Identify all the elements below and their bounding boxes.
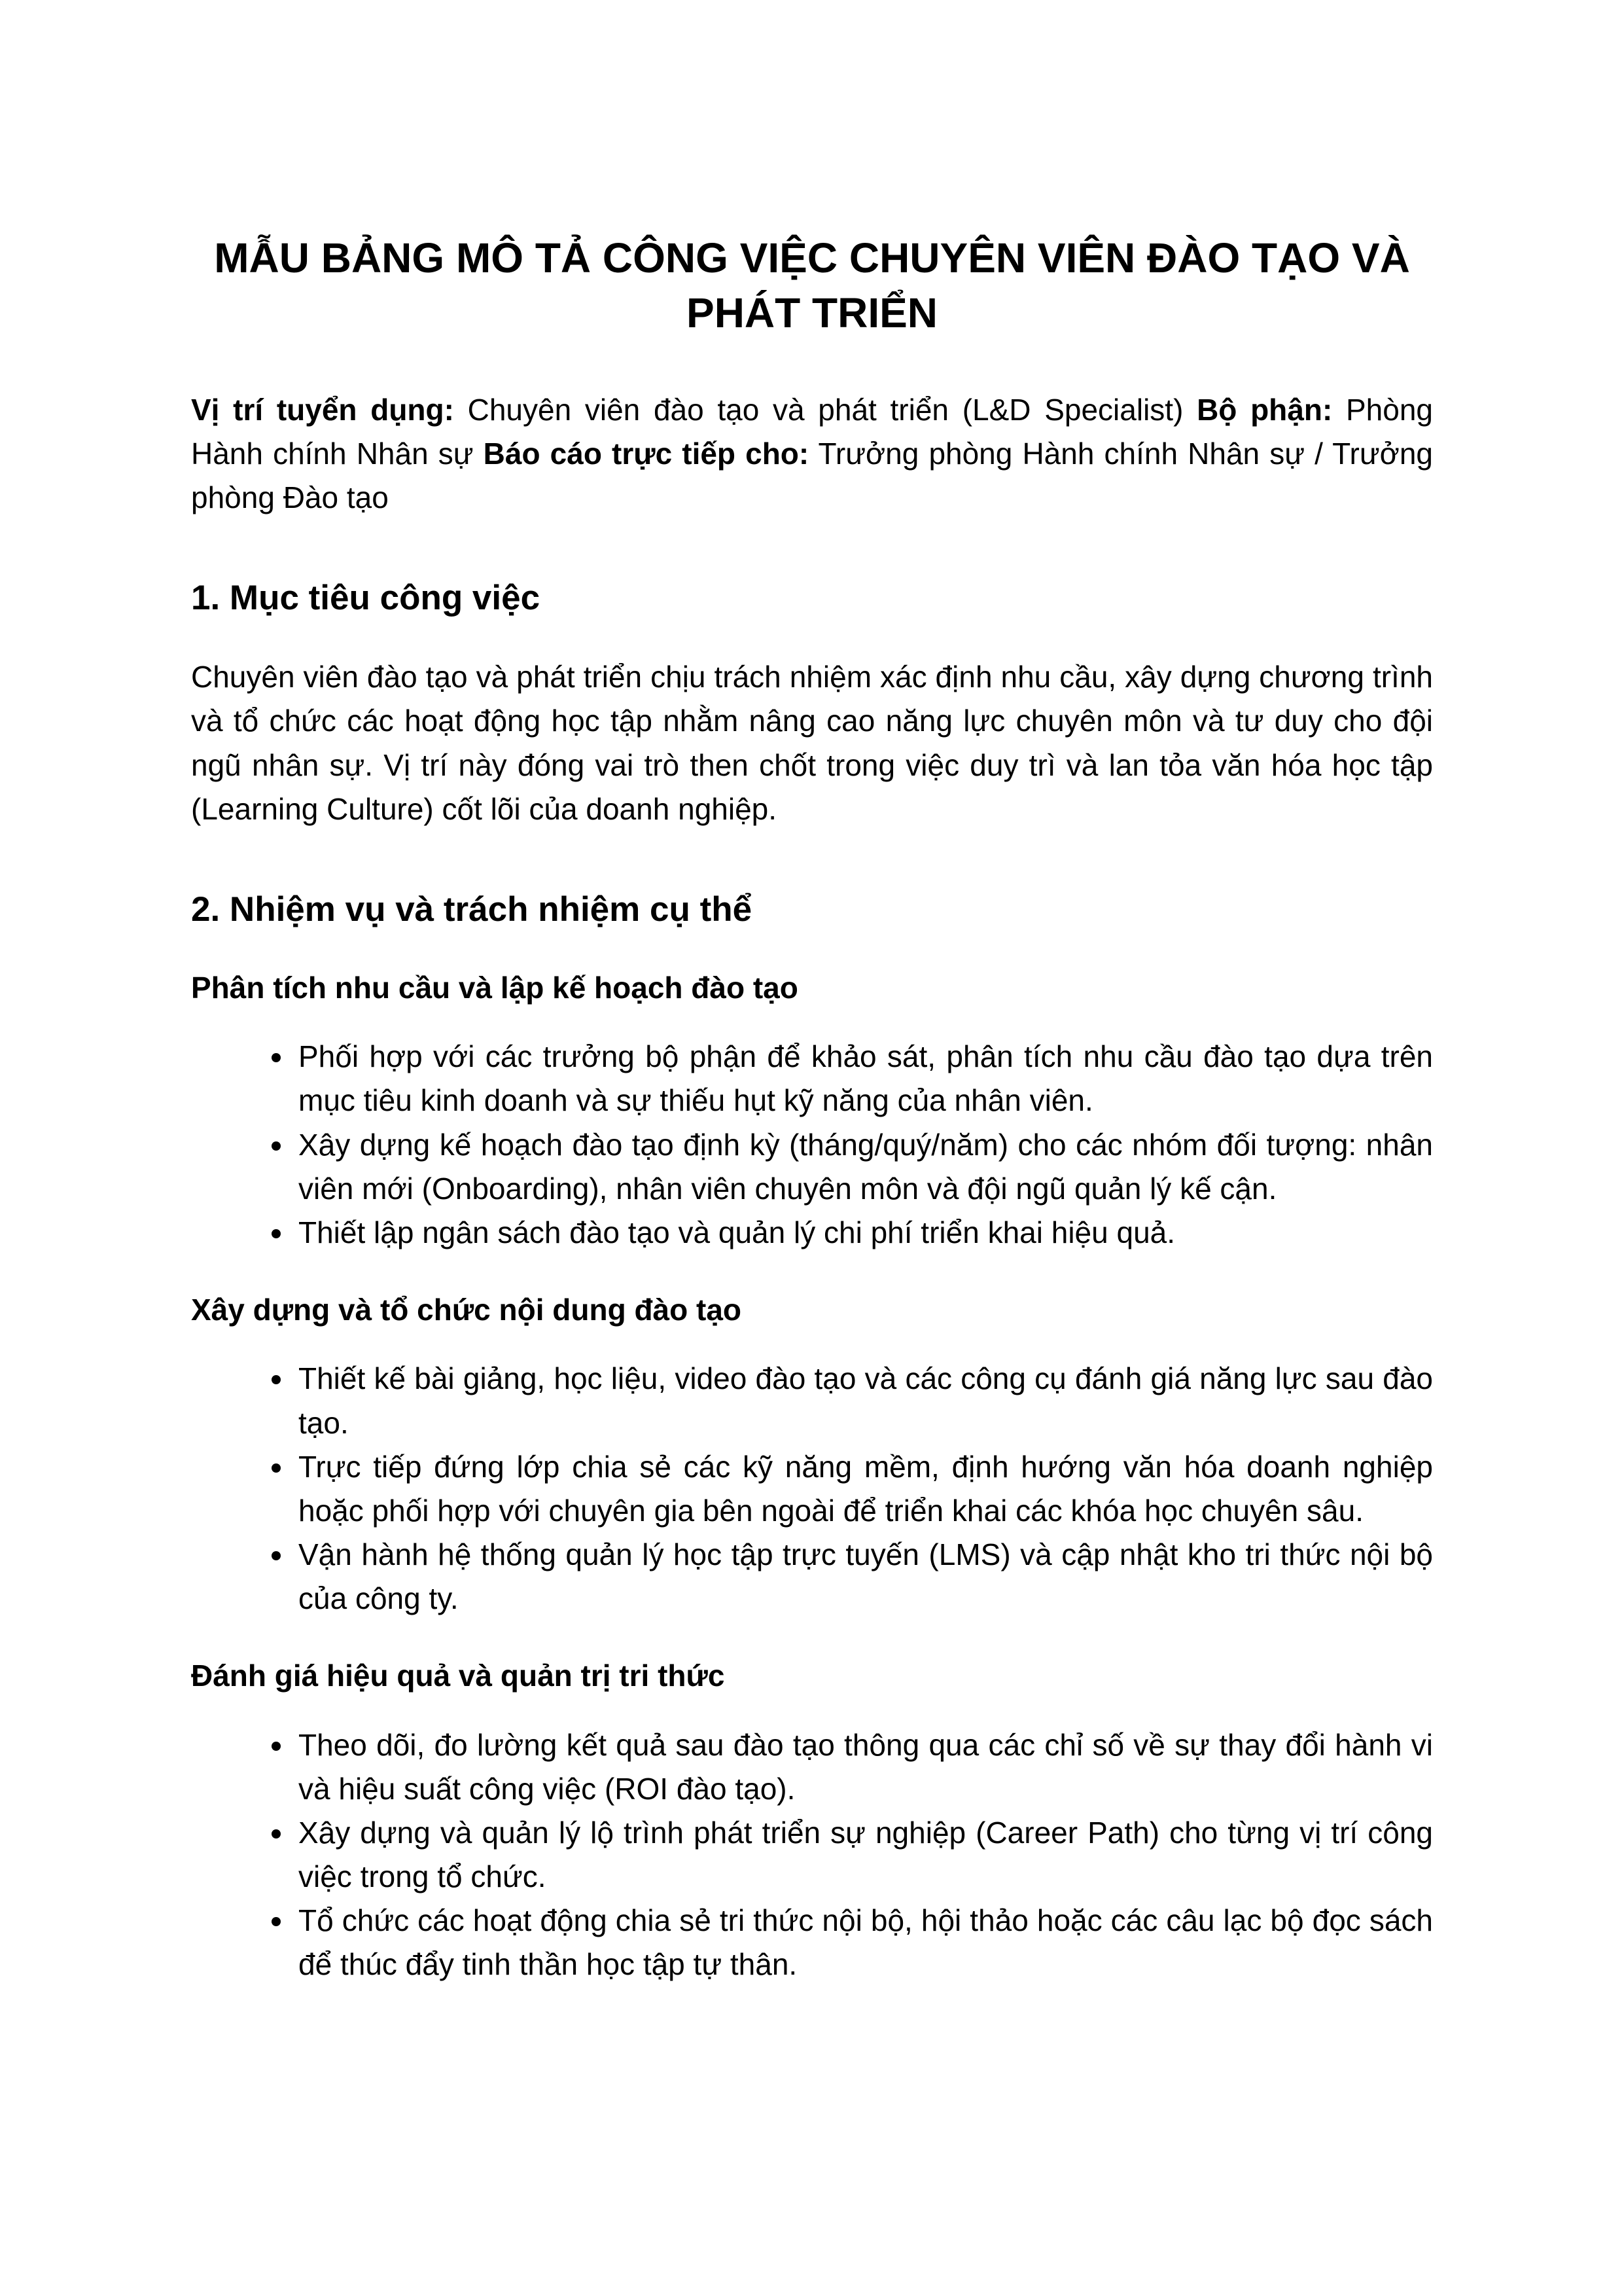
section-1-paragraph: Chuyên viên đào tạo và phát triển chịu trách nhiệm xác định nhu cầu, xây dựng chương trình và tổ chức các hoạt động học tập nhằm nâng cao năng lực chuyên môn và tư duy cho đội ngũ nhân sự. Vị trí này đóng vai trò then chốt trong việc duy trì và lan tỏa văn hóa học tập (Learning Culture) cốt lõi của doanh nghiệp.: [191, 660, 1433, 826]
intro-label-reports-to: Báo cáo trực tiếp cho:: [483, 437, 809, 471]
bullet-item: • Thiết kế bài giảng, học liệu, video đào tạo và các công cụ đánh giá năng lực sau đào tạo.: [294, 1357, 1433, 1444]
bullet-item: • Vận hành hệ thống quản lý học tập trực tuyến (LMS) và cập nhật kho tri thức nội bộ của công ty.: [294, 1533, 1433, 1621]
subsection-evaluation-heading: Đánh giá hiệu quả và quản trị tri thức: [191, 1659, 725, 1693]
bullet-item: • Theo dõi, đo lường kết quả sau đào tạo thông qua các chỉ số về sự thay đổi hành vi và hiệu suất công việc (ROI đào tạo).: [294, 1723, 1433, 1811]
subsection-content-bullet-list: [191, 1357, 1433, 1621]
intro-value-department: Phòng Hành chính Nhân sự: [191, 392, 1434, 471]
section-2-heading: 2. Nhiệm vụ và trách nhiệm cụ thể: [191, 889, 752, 929]
intro-value-reports-to: Trưởng phòng Hành chính Nhân sự / Trưởng phòng Đào tạo: [191, 437, 1433, 515]
intro-paragraph: [191, 388, 1433, 520]
bullet-item: • Phối hợp với các trưởng bộ phận để khảo sát, phân tích nhu cầu đào tạo dựa trên mục tiêu kinh doanh và sự thiếu hụt kỹ năng của nhân viên.: [294, 1035, 1433, 1122]
subsection-analysis-heading: Phân tích nhu cầu và lập kế hoạch đào tạo: [191, 970, 798, 1005]
intro-label-position: Vị trí tuyển dụng:: [191, 392, 454, 427]
subsection-analysis-bullet-list: [191, 1035, 1433, 1255]
bullet-item: • Xây dựng kế hoạch đào tạo định kỳ (tháng/quý/năm) cho các nhóm đối tượng: nhân viên mới (Onboarding), nhân viên chuyên môn và đội ngũ quản lý kế cận.: [294, 1123, 1433, 1211]
document-title: MẪU BẢNG MÔ TẢ CÔNG VIỆC CHUYÊN VIÊN ĐÀO TẠO VÀ PHÁT TRIỂN: [214, 234, 1410, 337]
subsection-evaluation-bullet-list: [191, 1723, 1433, 1987]
subsection-content-heading: Xây dựng và tổ chức nội dung đào tạo: [191, 1292, 742, 1327]
intro-label-department: Bộ phận:: [1197, 392, 1333, 427]
bullet-item: • Tổ chức các hoạt động chia sẻ tri thức nội bộ, hội thảo hoặc các câu lạc bộ đọc sách để thúc đẩy tinh thần học tập tự thân.: [294, 1899, 1433, 1986]
section-1-heading: 1. Mục tiêu công việc: [191, 579, 540, 618]
bullet-item: • Trực tiếp đứng lớp chia sẻ các kỹ năng mềm, định hướng văn hóa doanh nghiệp hoặc phối hợp với chuyên gia bên ngoài để triển khai các khóa học chuyên sâu.: [294, 1445, 1433, 1533]
bullet-item: • Xây dựng và quản lý lộ trình phát triển sự nghiệp (Career Path) cho từng vị trí công việc trong tổ chức.: [294, 1811, 1433, 1899]
bullet-item: • Thiết lập ngân sách đào tạo và quản lý chi phí triển khai hiệu quả.: [294, 1211, 1433, 1255]
intro-value-position: Chuyên viên đào tạo và phát triển (L&D Specialist): [453, 392, 1197, 427]
